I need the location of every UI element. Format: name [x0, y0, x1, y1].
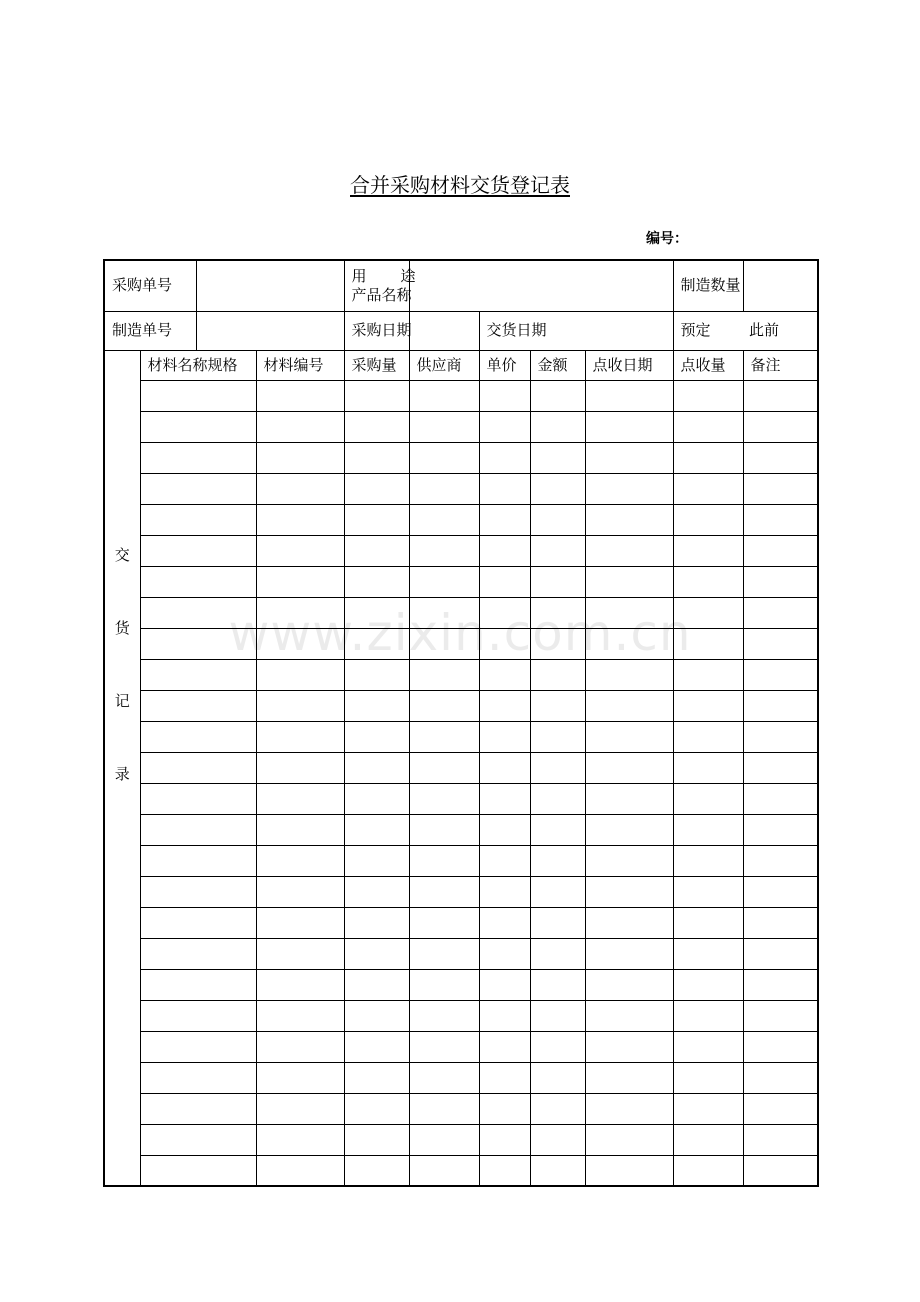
- record-row: [104, 690, 818, 721]
- record-cell[interactable]: [140, 845, 256, 876]
- record-row: [104, 473, 818, 504]
- record-cell[interactable]: [673, 783, 743, 814]
- record-cell[interactable]: [530, 1031, 585, 1062]
- section-char: 交: [114, 545, 130, 564]
- record-row: [104, 380, 818, 411]
- record-cell[interactable]: [256, 1000, 344, 1031]
- record-cell[interactable]: [409, 597, 479, 628]
- record-cell[interactable]: [344, 566, 409, 597]
- record-cell[interactable]: [256, 814, 344, 845]
- record-cell[interactable]: [409, 783, 479, 814]
- record-cell[interactable]: [409, 1062, 479, 1093]
- record-row: [104, 535, 818, 566]
- record-cell[interactable]: [673, 845, 743, 876]
- record-cell[interactable]: [409, 1000, 479, 1031]
- record-cell[interactable]: [409, 721, 479, 752]
- record-cell[interactable]: [530, 411, 585, 442]
- record-cell[interactable]: [256, 721, 344, 752]
- record-cell[interactable]: [479, 380, 530, 411]
- record-cell[interactable]: [344, 628, 409, 659]
- record-cell[interactable]: [530, 659, 585, 690]
- record-cell[interactable]: [479, 597, 530, 628]
- record-cell[interactable]: [344, 938, 409, 969]
- usage-label: [344, 260, 416, 311]
- record-cell[interactable]: [530, 1000, 585, 1031]
- column-header: 金额: [530, 350, 585, 380]
- record-cell[interactable]: [409, 504, 479, 535]
- record-cell[interactable]: [585, 690, 673, 721]
- record-cell[interactable]: [479, 442, 530, 473]
- record-cell[interactable]: [256, 1031, 344, 1062]
- record-cell[interactable]: [344, 969, 409, 1000]
- record-cell[interactable]: [479, 628, 530, 659]
- record-cell[interactable]: [256, 473, 344, 504]
- record-cell[interactable]: [140, 473, 256, 504]
- record-cell[interactable]: [479, 1031, 530, 1062]
- record-cell[interactable]: [743, 907, 818, 938]
- record-cell[interactable]: [530, 721, 585, 752]
- record-cell[interactable]: [673, 1062, 743, 1093]
- delivery-record-label: [104, 350, 140, 1186]
- record-cell[interactable]: [585, 1124, 673, 1155]
- serial-number-label: 编号：: [646, 231, 688, 247]
- record-cell[interactable]: [585, 504, 673, 535]
- record-cell[interactable]: [344, 1062, 409, 1093]
- record-row: [104, 845, 818, 876]
- column-header-row: [104, 350, 818, 380]
- record-cell[interactable]: [673, 473, 743, 504]
- record-cell[interactable]: [409, 1031, 479, 1062]
- record-cell[interactable]: [409, 566, 479, 597]
- record-cell[interactable]: [743, 1093, 818, 1124]
- record-cell[interactable]: [673, 969, 743, 1000]
- record-cell[interactable]: [743, 659, 818, 690]
- record-cell[interactable]: [530, 876, 585, 907]
- record-cell[interactable]: [585, 752, 673, 783]
- column-header: 材料编号: [256, 350, 344, 380]
- record-cell[interactable]: [409, 1124, 479, 1155]
- record-cell[interactable]: [743, 566, 818, 597]
- record-row: [104, 504, 818, 535]
- record-cell[interactable]: [140, 597, 256, 628]
- record-cell[interactable]: [530, 752, 585, 783]
- record-cell[interactable]: [409, 628, 479, 659]
- section-char: 记: [114, 691, 130, 710]
- record-cell[interactable]: [479, 752, 530, 783]
- record-cell[interactable]: [479, 969, 530, 1000]
- record-cell[interactable]: [256, 380, 344, 411]
- purchase-no-label: 采购单号: [104, 260, 196, 311]
- record-cell[interactable]: [409, 411, 479, 442]
- record-cell[interactable]: [743, 876, 818, 907]
- record-cell[interactable]: [673, 907, 743, 938]
- record-cell[interactable]: [344, 814, 409, 845]
- record-cell[interactable]: [479, 814, 530, 845]
- record-cell[interactable]: [743, 380, 818, 411]
- record-cell[interactable]: [140, 1093, 256, 1124]
- record-cell[interactable]: [344, 1093, 409, 1124]
- record-cell[interactable]: [256, 597, 344, 628]
- record-cell[interactable]: [743, 845, 818, 876]
- record-cell[interactable]: [479, 721, 530, 752]
- record-cell[interactable]: [409, 442, 479, 473]
- record-cell[interactable]: [140, 752, 256, 783]
- record-cell[interactable]: [409, 690, 479, 721]
- column-header: 点收量: [673, 350, 743, 380]
- record-cell[interactable]: [743, 597, 818, 628]
- record-cell[interactable]: [344, 442, 409, 473]
- record-cell[interactable]: [530, 969, 585, 1000]
- record-cell[interactable]: [585, 380, 673, 411]
- form-title: 合并采购材料交货登记表: [350, 173, 570, 197]
- record-cell[interactable]: [140, 566, 256, 597]
- usage-field[interactable]: [409, 260, 673, 311]
- record-cell[interactable]: [479, 566, 530, 597]
- record-cell[interactable]: [673, 411, 743, 442]
- record-cell[interactable]: [673, 659, 743, 690]
- record-cell[interactable]: [585, 876, 673, 907]
- record-cell[interactable]: [585, 938, 673, 969]
- record-cell[interactable]: [409, 535, 479, 566]
- purchase-no-field[interactable]: [196, 260, 344, 311]
- delivery-date-label: 交货日期: [479, 311, 673, 350]
- record-cell[interactable]: [530, 628, 585, 659]
- usage-label-line2: 产品名称: [351, 285, 412, 304]
- record-row: [104, 1093, 818, 1124]
- record-cell[interactable]: [409, 845, 479, 876]
- record-cell[interactable]: [530, 814, 585, 845]
- record-cell[interactable]: [256, 938, 344, 969]
- record-cell[interactable]: [479, 1124, 530, 1155]
- record-cell[interactable]: [140, 783, 256, 814]
- record-cell[interactable]: [140, 1124, 256, 1155]
- record-cell[interactable]: [585, 1062, 673, 1093]
- mfg-qty-label: 制造数量: [673, 260, 743, 311]
- record-cell[interactable]: [140, 938, 256, 969]
- usage-label-line1: 用 途: [351, 266, 416, 285]
- record-cell[interactable]: [530, 504, 585, 535]
- record-cell[interactable]: [585, 1093, 673, 1124]
- section-char: 录: [114, 764, 130, 783]
- record-cell[interactable]: [673, 1093, 743, 1124]
- record-cell[interactable]: [344, 752, 409, 783]
- record-row: [104, 1062, 818, 1093]
- record-cell[interactable]: [256, 504, 344, 535]
- record-cell[interactable]: [140, 380, 256, 411]
- record-cell[interactable]: [140, 504, 256, 535]
- column-header: 材料名称规格: [140, 350, 256, 380]
- record-cell[interactable]: [530, 1124, 585, 1155]
- record-cell[interactable]: [479, 504, 530, 535]
- record-cell[interactable]: [673, 814, 743, 845]
- record-cell[interactable]: [585, 1031, 673, 1062]
- record-cell[interactable]: [585, 783, 673, 814]
- record-row: [104, 1031, 818, 1062]
- record-cell[interactable]: [673, 535, 743, 566]
- record-cell[interactable]: [673, 628, 743, 659]
- record-row: [104, 938, 818, 969]
- record-row: [104, 1155, 818, 1186]
- record-cell[interactable]: [743, 938, 818, 969]
- record-cell[interactable]: [479, 783, 530, 814]
- column-header: 采购量: [344, 350, 409, 380]
- record-cell[interactable]: [256, 752, 344, 783]
- record-row: [104, 1000, 818, 1031]
- record-cell[interactable]: [530, 690, 585, 721]
- record-cell[interactable]: [585, 473, 673, 504]
- record-cell[interactable]: [344, 535, 409, 566]
- record-cell[interactable]: [673, 380, 743, 411]
- record-cell[interactable]: [140, 442, 256, 473]
- record-cell[interactable]: [530, 380, 585, 411]
- record-cell[interactable]: [743, 535, 818, 566]
- record-cell[interactable]: [743, 1062, 818, 1093]
- record-cell[interactable]: [585, 1155, 673, 1186]
- record-cell[interactable]: [479, 876, 530, 907]
- record-cell[interactable]: [344, 783, 409, 814]
- record-cell[interactable]: [530, 597, 585, 628]
- record-cell[interactable]: [256, 442, 344, 473]
- record-cell[interactable]: [585, 969, 673, 1000]
- record-cell[interactable]: [743, 473, 818, 504]
- record-cell[interactable]: [743, 504, 818, 535]
- record-row: [104, 659, 818, 690]
- record-cell[interactable]: [256, 411, 344, 442]
- record-cell[interactable]: [140, 969, 256, 1000]
- record-cell[interactable]: [743, 690, 818, 721]
- record-cell[interactable]: [256, 1093, 344, 1124]
- record-cell[interactable]: [344, 876, 409, 907]
- record-cell[interactable]: [530, 1093, 585, 1124]
- record-cell[interactable]: [585, 411, 673, 442]
- record-cell[interactable]: [140, 814, 256, 845]
- record-cell[interactable]: [344, 504, 409, 535]
- record-row: [104, 1124, 818, 1155]
- purchase-date-label: 采购日期: [344, 311, 409, 350]
- section-char: 货: [114, 618, 130, 637]
- record-cell[interactable]: [344, 411, 409, 442]
- record-cell[interactable]: [479, 1155, 530, 1186]
- record-cell[interactable]: [256, 628, 344, 659]
- record-cell[interactable]: [479, 411, 530, 442]
- record-cell[interactable]: [673, 1000, 743, 1031]
- record-cell[interactable]: [673, 690, 743, 721]
- record-cell[interactable]: [344, 907, 409, 938]
- record-cell[interactable]: [530, 566, 585, 597]
- record-cell[interactable]: [673, 1124, 743, 1155]
- record-row: [104, 442, 818, 473]
- record-cell[interactable]: [344, 690, 409, 721]
- column-header: 供应商: [409, 350, 479, 380]
- record-cell[interactable]: [256, 876, 344, 907]
- record-cell[interactable]: [585, 566, 673, 597]
- record-cell[interactable]: [673, 597, 743, 628]
- record-cell[interactable]: [585, 442, 673, 473]
- record-cell[interactable]: [673, 566, 743, 597]
- record-cell[interactable]: [530, 1062, 585, 1093]
- record-cell[interactable]: [256, 845, 344, 876]
- record-cell[interactable]: [409, 1155, 479, 1186]
- mfg-order-label: 制造单号: [104, 311, 196, 350]
- record-cell[interactable]: [479, 938, 530, 969]
- record-cell[interactable]: [409, 752, 479, 783]
- record-cell[interactable]: [256, 907, 344, 938]
- record-cell[interactable]: [256, 690, 344, 721]
- mfg-order-field[interactable]: [196, 311, 344, 350]
- record-cell[interactable]: [743, 1031, 818, 1062]
- record-cell[interactable]: [409, 907, 479, 938]
- record-row: [104, 721, 818, 752]
- record-cell[interactable]: [409, 969, 479, 1000]
- record-cell[interactable]: [530, 938, 585, 969]
- record-cell[interactable]: [256, 566, 344, 597]
- record-cell[interactable]: [585, 628, 673, 659]
- record-cell[interactable]: [256, 1155, 344, 1186]
- delivery-date-field[interactable]: [673, 311, 818, 350]
- record-cell[interactable]: [585, 907, 673, 938]
- record-cell[interactable]: [673, 721, 743, 752]
- record-cell[interactable]: [585, 814, 673, 845]
- record-cell[interactable]: [140, 907, 256, 938]
- record-cell[interactable]: [409, 938, 479, 969]
- purchase-date-field[interactable]: [409, 311, 479, 350]
- record-row: [104, 814, 818, 845]
- record-cell[interactable]: [256, 783, 344, 814]
- record-cell[interactable]: [479, 1093, 530, 1124]
- column-header: 点收日期: [585, 350, 673, 380]
- record-row: [104, 597, 818, 628]
- before-label: 此前: [749, 321, 780, 339]
- record-cell[interactable]: [344, 1124, 409, 1155]
- record-cell[interactable]: [743, 814, 818, 845]
- record-cell[interactable]: [344, 380, 409, 411]
- record-cell[interactable]: [673, 1155, 743, 1186]
- record-cell[interactable]: [409, 876, 479, 907]
- record-cell[interactable]: [140, 1031, 256, 1062]
- record-cell[interactable]: [743, 752, 818, 783]
- record-cell[interactable]: [409, 380, 479, 411]
- record-cell[interactable]: [140, 535, 256, 566]
- record-cell[interactable]: [585, 597, 673, 628]
- record-cell[interactable]: [743, 442, 818, 473]
- record-cell[interactable]: [140, 1000, 256, 1031]
- record-cell[interactable]: [140, 876, 256, 907]
- record-cell[interactable]: [344, 597, 409, 628]
- record-cell[interactable]: [530, 473, 585, 504]
- record-cell[interactable]: [479, 845, 530, 876]
- record-cell[interactable]: [409, 473, 479, 504]
- mfg-qty-field[interactable]: [743, 260, 818, 311]
- record-cell[interactable]: [140, 721, 256, 752]
- record-row: [104, 566, 818, 597]
- record-cell[interactable]: [479, 535, 530, 566]
- record-row: [104, 752, 818, 783]
- record-cell[interactable]: [585, 535, 673, 566]
- record-cell[interactable]: [140, 411, 256, 442]
- record-cell[interactable]: [530, 907, 585, 938]
- record-cell[interactable]: [585, 845, 673, 876]
- record-row: [104, 628, 818, 659]
- record-cell[interactable]: [673, 938, 743, 969]
- record-cell[interactable]: [530, 845, 585, 876]
- record-cell[interactable]: [673, 876, 743, 907]
- record-cell[interactable]: [479, 473, 530, 504]
- record-cell[interactable]: [743, 411, 818, 442]
- record-cell[interactable]: [344, 659, 409, 690]
- record-cell[interactable]: [256, 969, 344, 1000]
- record-cell[interactable]: [256, 659, 344, 690]
- delivery-register-table: [103, 259, 819, 1187]
- record-cell[interactable]: [140, 628, 256, 659]
- record-cell[interactable]: [479, 1062, 530, 1093]
- record-cell[interactable]: [140, 1155, 256, 1186]
- record-cell[interactable]: [344, 845, 409, 876]
- record-cell[interactable]: [530, 535, 585, 566]
- record-cell[interactable]: [743, 783, 818, 814]
- record-cell[interactable]: [344, 1000, 409, 1031]
- record-cell[interactable]: [743, 1124, 818, 1155]
- record-cell[interactable]: [479, 659, 530, 690]
- record-row: [104, 876, 818, 907]
- record-cell[interactable]: [743, 1155, 818, 1186]
- record-cell[interactable]: [344, 1031, 409, 1062]
- record-cell[interactable]: [140, 1062, 256, 1093]
- record-row: [104, 907, 818, 938]
- header-row-2: [104, 311, 818, 350]
- record-cell[interactable]: [673, 752, 743, 783]
- record-cell[interactable]: [409, 659, 479, 690]
- record-cell[interactable]: [409, 814, 479, 845]
- watermark: www.zixin.com.cn: [228, 604, 692, 662]
- record-cell[interactable]: [530, 1155, 585, 1186]
- record-cell[interactable]: [743, 628, 818, 659]
- record-cell[interactable]: [479, 907, 530, 938]
- record-cell[interactable]: [585, 659, 673, 690]
- record-cell[interactable]: [743, 1000, 818, 1031]
- record-cell[interactable]: [673, 504, 743, 535]
- record-cell[interactable]: [344, 473, 409, 504]
- record-cell[interactable]: [673, 442, 743, 473]
- record-row: [104, 969, 818, 1000]
- record-cell[interactable]: [673, 1031, 743, 1062]
- record-cell[interactable]: [344, 721, 409, 752]
- scheduled-label: 预定: [680, 321, 711, 339]
- record-cell[interactable]: [140, 659, 256, 690]
- record-row: [104, 783, 818, 814]
- record-cell[interactable]: [743, 721, 818, 752]
- record-cell[interactable]: [585, 1000, 673, 1031]
- record-row: [104, 411, 818, 442]
- record-cell[interactable]: [256, 1124, 344, 1155]
- record-cell[interactable]: [479, 1000, 530, 1031]
- record-cell[interactable]: [409, 1093, 479, 1124]
- record-cell[interactable]: [743, 969, 818, 1000]
- record-cell[interactable]: [530, 442, 585, 473]
- record-cell[interactable]: [344, 1155, 409, 1186]
- record-cell[interactable]: [585, 721, 673, 752]
- record-cell[interactable]: [256, 1062, 344, 1093]
- record-cell[interactable]: [530, 783, 585, 814]
- record-cell[interactable]: [140, 690, 256, 721]
- header-row-1: [104, 260, 818, 311]
- record-cell[interactable]: [256, 535, 344, 566]
- column-header: 备注: [743, 350, 818, 380]
- record-cell[interactable]: [479, 690, 530, 721]
- column-header: 单价: [479, 350, 530, 380]
